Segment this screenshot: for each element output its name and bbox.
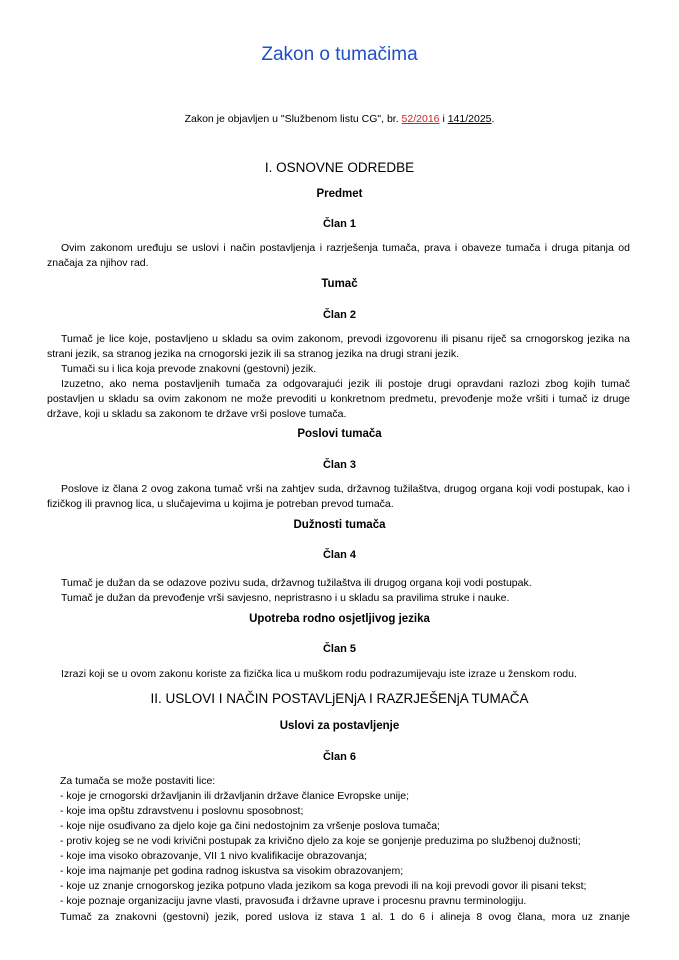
list-item: - koje poznaje organizaciju javne vlasti, pravosuđa i državne uprave i procesnu pravnu terminologiju. (60, 895, 527, 907)
article-6-intro: Za tumača se može postaviti lice: (60, 775, 216, 787)
article-6-heading: Član 6 (322, 751, 356, 763)
heading-predmet: Predmet (316, 188, 363, 200)
heading-upotreba: Upotreba rodno osjetljivog jezika (249, 613, 430, 625)
article-2-paragraph-2: Tumači su i lica koja prevode znakovni (gestovni) jezik. (61, 363, 317, 375)
article-5-heading: Član 5 (322, 643, 356, 655)
list-item: - koje ima najmanje pet godina radnog iskustva sa visokim obrazovanjem; (60, 865, 404, 877)
heading-uslovi: Uslovi za postavljenje (279, 720, 400, 732)
heading-tumac: Tumač (321, 278, 358, 290)
gazette-ref-link-2[interactable]: 141/2025 (447, 113, 492, 125)
publication-note (0, 113, 679, 125)
gazette-ref-link-1[interactable]: 52/2016 (401, 113, 440, 125)
article-1-heading: Član 1 (322, 218, 356, 230)
article-4-paragraph-2: Tumač je dužan da prevođenje vrši savjesno, nepristrasno i u skladu sa pravilima struke i nauke. (61, 592, 510, 604)
article-4-heading: Član 4 (322, 549, 356, 561)
list-item: - koje je crnogorski državljanin ili državljanin države članice Evropske unije; (60, 790, 409, 802)
list-item: - protiv kojeg se ne vodi krivični postupak za krivično djelo za koje se gonjenje preduzima po službenoj dužnosti; (60, 835, 581, 847)
article-2-paragraph-1: Tumač je lice koje, postavljeno u skladu sa ovim zakonom, prevodi izgovorenu ili pisanu riječ sa crnogorskog jezika na strani jezik, sa stranog jezika na crnogorski jezik ili sa stranog jezika na drugi strani jezik. (47, 333, 630, 360)
publication-suffix: . (491, 113, 495, 125)
list-item: - koje uz znanje crnogorskog jezika potpuno vlada jezikom sa koga prevodi ili na koji prevodi govor ili pisani tekst; (60, 880, 587, 892)
section-heading-1: I. OSNOVNE ODREDBE (264, 160, 415, 175)
article-2-heading: Član 2 (322, 309, 356, 321)
publication-prefix: Zakon je objavljen u "Službenom listu CG", br. (184, 113, 399, 125)
article-3-paragraph: Poslove iz člana 2 ovog zakona tumač vrši na zahtjev suda, državnog tužilaštva, drugog organa koji vodi postupak, kao i fizičkog ili pravnog lica, u slučajevima u kojima je potreban prevod tumača. (47, 483, 630, 510)
publication-conj: i (442, 113, 445, 125)
heading-poslovi: Poslovi tumača (297, 428, 382, 440)
list-item: - koje nije osuđivano za djelo koje ga čini nedostojnim za vršenje poslova tumača; (60, 820, 440, 832)
section-heading-2: II. USLOVI I NAČIN POSTAVLjENjA I RAZRJEŠENjA TUMAČA (150, 691, 529, 706)
document-title: Zakon o tumačima (261, 44, 418, 65)
article-3-heading: Član 3 (322, 459, 356, 471)
article-1-paragraph: Ovim zakonom uređuju se uslovi i način postavljenja i razrješenja tumača, prava i obaveze tumača i druga pitanja od značaja za njihov rad. (47, 242, 630, 269)
list-item: - koje ima opštu zdravstvenu i poslovnu sposobnost; (60, 805, 304, 817)
article-6-paragraph-2: Tumač za znakovni (gestovni) jezik, pored uslova iz stava 1 al. 1 do 6 i alineja 8 ovog člana, mora uz znanje (60, 911, 630, 923)
article-2-paragraph-3: Izuzetno, ako nema postavljenih tumača za odgovarajući jezik ili postoje drugi opravdani razlozi zbog kojih tumač postavljen u skladu sa ovim zakonom ne može prevoditi u konkretnom predmetu, prevođenje može vršiti i tumač iz druge države, koji u skladu sa zakonom te države vrši poslove tumača. (47, 378, 630, 420)
list-item: - koje ima visoko obrazovanje, VII 1 nivo kvalifikacije obrazovanja; (60, 850, 367, 862)
article-4-paragraph-1: Tumač je dužan da se odazove pozivu suda, državnog tužilaštva ili drugog organa koji vodi postupak. (61, 577, 532, 589)
article-5-paragraph: Izrazi koji se u ovom zakonu koriste za fizička lica u muškom rodu podrazumijevaju iste izraze u ženskom rodu. (61, 668, 577, 680)
article-6-conditions-list (60, 789, 630, 909)
heading-duznosti: Dužnosti tumača (293, 519, 386, 531)
